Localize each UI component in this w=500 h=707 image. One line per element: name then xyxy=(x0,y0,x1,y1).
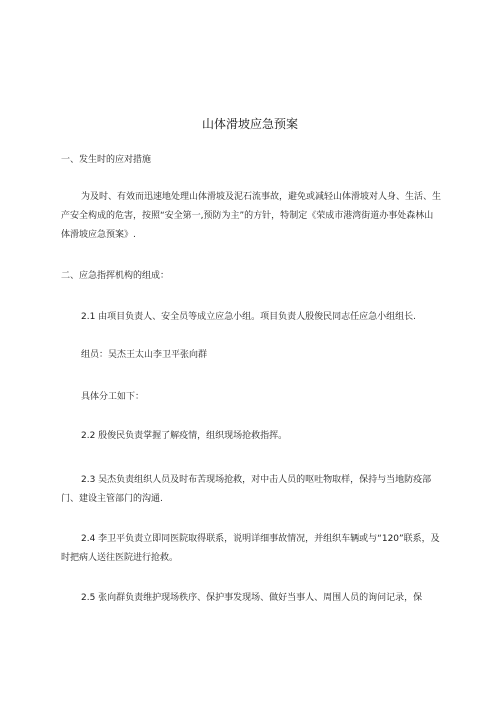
section1-body: 为及时、有效而迅速地处理山体滑坡及泥石流事故，避免或减轻山体滑坡对人身、生活、生产安全构成的危害，按照“安全第一,预防为主”的方针，特制定《荣成市港湾街道办事处森林山体滑坡应急预案》. xyxy=(61,192,442,240)
item-2-1: 2.1 由项目负责人、安全员等成立应急小组。项目负责人殷俊民同志任应急小组组长. xyxy=(81,312,417,322)
document-title: 山体滑坡应急预案 xyxy=(201,117,298,131)
item-2-5: 2.5 张向群负责维护现场秩序、保护事发现场、做好当事人、周围人员的询问记录，保 xyxy=(81,593,423,603)
section2-heading: 二、应急指挥机构的组成： xyxy=(61,271,170,281)
division-intro: 具体分工如下： xyxy=(81,392,145,402)
item-2-3: 2.3 吴杰负责组织人员及时布苦现场抢救，对中击人员的呕吐物取样，保持与当地防疫部门、建设主管部门的沟通. xyxy=(61,475,432,504)
item-2-2: 2.2 殷俊民负责掌握了解疫情，组织现场抢救指挥。 xyxy=(81,431,288,441)
item-2-4: 2.4 李卫平负责立即同医院取得联系，说明详细事故情况，并组织车辆或与“120”联系，及时把病人送往医院进行抢救。 xyxy=(61,534,440,563)
members-line: 组员：吴杰王太山李卫平张向群 xyxy=(81,350,208,360)
section1-heading: 一、发生时的应对措施 xyxy=(61,155,152,165)
